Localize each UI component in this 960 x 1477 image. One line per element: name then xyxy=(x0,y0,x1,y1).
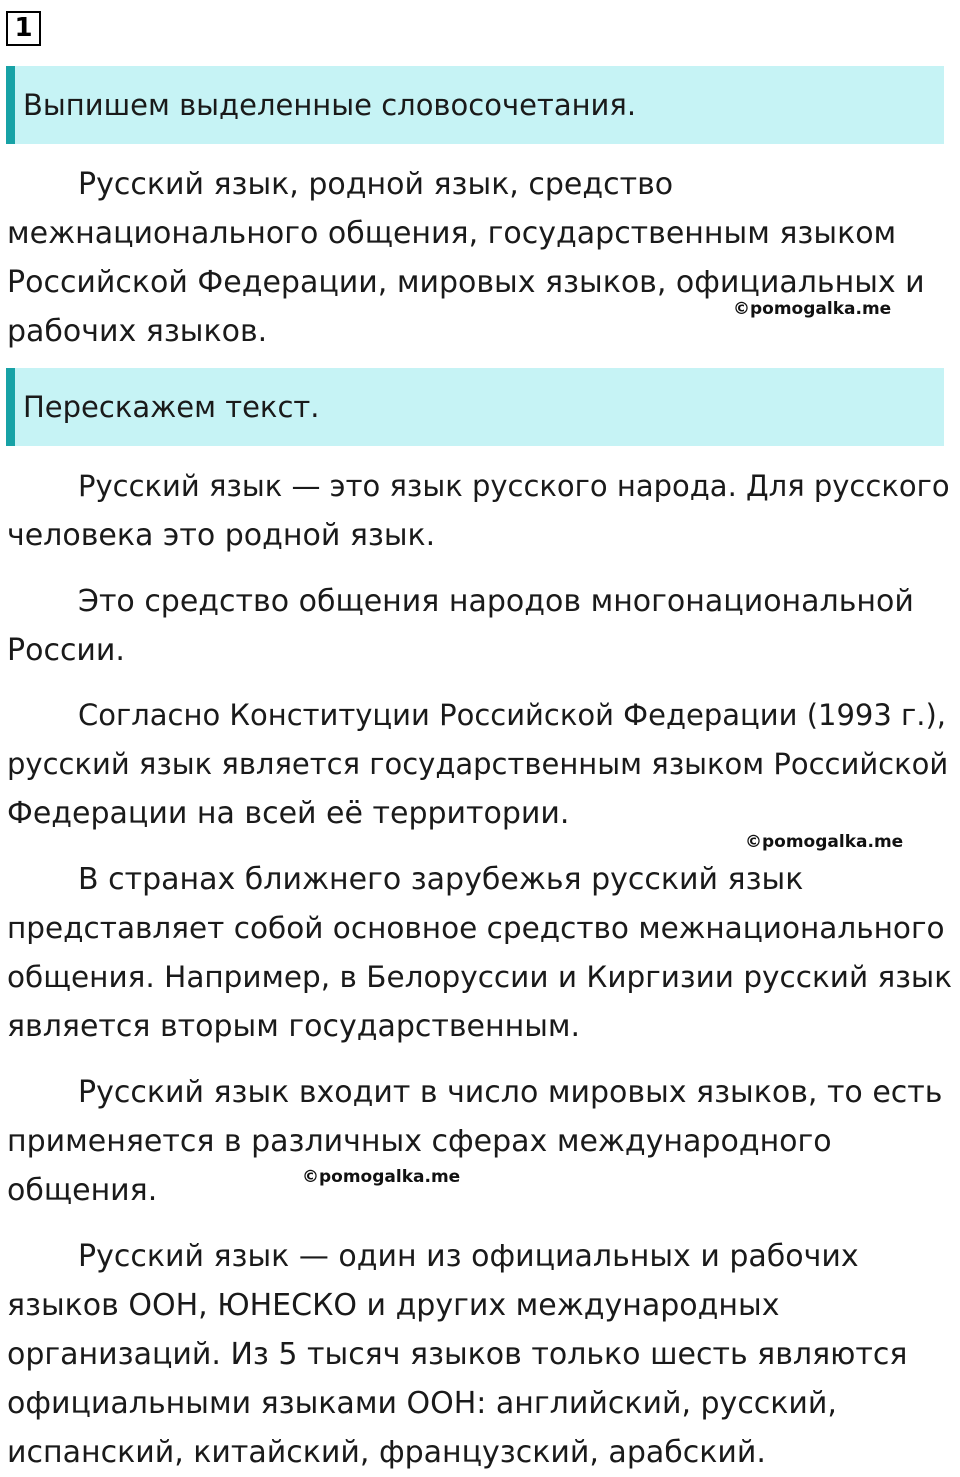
paragraph-line: Федерации на всей её территории. xyxy=(7,796,570,831)
paragraph-line: представляет собой основное средство межнационального xyxy=(7,911,945,945)
paragraph-line: Русский язык входит в число мировых языков, то есть xyxy=(78,1075,943,1110)
paragraph-line: России. xyxy=(7,633,125,668)
paragraph-line: Это средство общения народов многонациональной xyxy=(78,584,914,619)
retelling-paragraph-1 xyxy=(7,462,953,560)
paragraph-line: Русский язык — один из официальных и рабочих xyxy=(78,1239,859,1274)
paragraph-line: рабочих языков. xyxy=(7,314,268,349)
paragraph-line: Русский язык, родной язык, средство xyxy=(78,167,674,202)
paragraph-line: человека это родной язык. xyxy=(7,518,436,553)
paragraph-line: языков ООН, ЮНЕСКО и других международных xyxy=(7,1288,780,1323)
paragraph-line: Российской Федерации, мировых языков, официальных и xyxy=(7,265,925,300)
paragraph-line: официальными языками ООН: английский, русский, xyxy=(7,1386,837,1421)
retelling-paragraph-4 xyxy=(7,855,953,1051)
watermark: ©pomogalka.me xyxy=(733,299,892,319)
section-header-highlighted-phrases: Выпишем выделенные словосочетания. xyxy=(6,66,944,144)
paragraph-line: русский язык является государственным языком Российской xyxy=(7,747,949,781)
retelling-paragraph-3 xyxy=(7,691,953,838)
paragraph-line: В странах ближнего зарубежья русский язык xyxy=(78,862,804,897)
paragraph-line: Согласно Конституции Российской Федерации (1993 г.), xyxy=(78,698,947,732)
task-number-badge: 1 xyxy=(6,11,41,46)
retelling-paragraph-6 xyxy=(7,1232,953,1477)
paragraph-line: испанский, китайский, французский, арабский. xyxy=(7,1435,766,1470)
watermark: ©pomogalka.me xyxy=(745,832,904,852)
paragraph-line: организаций. Из 5 тысяч языков только шесть являются xyxy=(7,1337,908,1372)
section-header-retelling: Перескажем текст. xyxy=(6,368,944,446)
paragraph-line: общения. xyxy=(7,1173,158,1208)
retelling-paragraph-2 xyxy=(7,577,953,675)
paragraph-line: Русский язык — это язык русского народа. Для русского xyxy=(78,469,950,503)
watermark: ©pomogalka.me xyxy=(302,1167,461,1187)
paragraph-line: межнационального общения, государственным языком xyxy=(7,216,897,251)
paragraph-line: общения. Например, в Белоруссии и Киргизии русский язык xyxy=(7,960,953,994)
retelling-paragraph-5 xyxy=(7,1068,953,1215)
paragraph-line: применяется в различных сферах международного xyxy=(7,1124,832,1159)
paragraph-line: является вторым государственным. xyxy=(7,1009,581,1044)
highlighted-phrases-paragraph xyxy=(7,160,953,356)
